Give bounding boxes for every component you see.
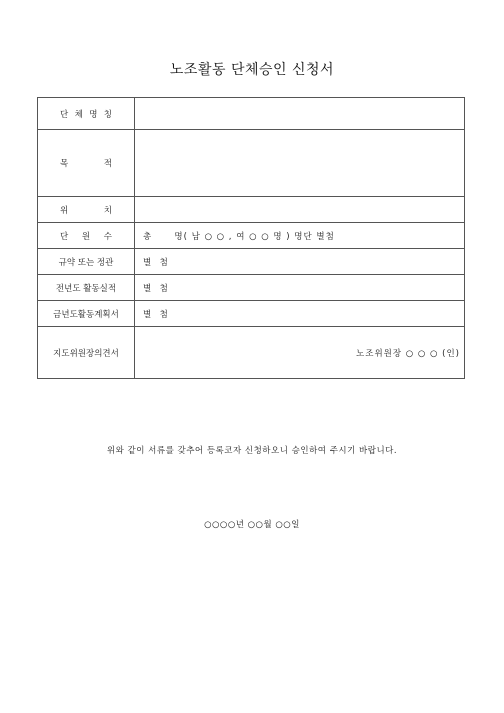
application-date: ○○○○년 ○○월 ○○일 [204, 520, 300, 530]
value-location[interactable] [135, 197, 465, 223]
value-current-year-plan[interactable]: 별 첨 [135, 301, 465, 327]
label-advisor-opinion: 지도위원장의견서 [38, 327, 135, 379]
label-char: 명 [89, 109, 98, 120]
form-row-advisor-opinion [38, 327, 465, 379]
form-row-bylaws [38, 249, 465, 275]
label-char: 수 [103, 231, 112, 242]
label-char: 목 [60, 159, 69, 169]
label-char: 위 [60, 205, 69, 216]
form-row-organization-name [38, 98, 465, 130]
request-statement: 위와 같이 서류를 갖추어 등록코자 신청하오니 승인하여 주시기 바랍니다. [106, 446, 398, 456]
label-purpose [38, 130, 135, 197]
application-form-table [37, 97, 465, 379]
label-organization-name-text [60, 108, 112, 120]
label-bylaws: 규약 또는 정관 [38, 249, 135, 275]
value-member-count[interactable]: 총 명( 남 ○ ○ , 여 ○ ○ 명 ) 명단 별첨 [135, 223, 465, 249]
label-char: 칭 [103, 109, 112, 120]
value-bylaws[interactable]: 별 첨 [135, 249, 465, 275]
union-chair-signature: 노조위원장 ○ ○ ○ (인) [356, 348, 460, 359]
label-purpose-text [60, 157, 112, 169]
value-purpose[interactable] [135, 130, 465, 197]
label-organization-name [38, 98, 135, 130]
page-title: 노조활동 단체승인 신청서 [169, 62, 335, 78]
value-organization-name[interactable] [135, 98, 465, 130]
label-char: 원 [81, 231, 91, 242]
label-current-year-plan: 금년도활동계획서 [38, 301, 135, 327]
label-member-count [38, 223, 135, 249]
label-location [38, 197, 135, 223]
label-location-text [60, 204, 112, 216]
form-row-current-year-plan [38, 301, 465, 327]
value-advisor-opinion[interactable] [135, 327, 465, 379]
label-char: 치 [103, 205, 112, 216]
label-previous-year-activities: 전년도 활동실적 [38, 275, 135, 301]
label-char: 단 [60, 231, 69, 242]
label-char: 체 [74, 109, 83, 120]
label-char: 적 [103, 159, 112, 169]
form-row-location [38, 197, 465, 223]
form-row-previous-year-activities [38, 275, 465, 301]
value-previous-year-activities[interactable]: 별 첨 [135, 275, 465, 301]
label-char: 단 [60, 109, 69, 120]
form-row-purpose [38, 130, 465, 197]
form-row-member-count [38, 223, 465, 249]
label-member-count-text [60, 230, 112, 242]
